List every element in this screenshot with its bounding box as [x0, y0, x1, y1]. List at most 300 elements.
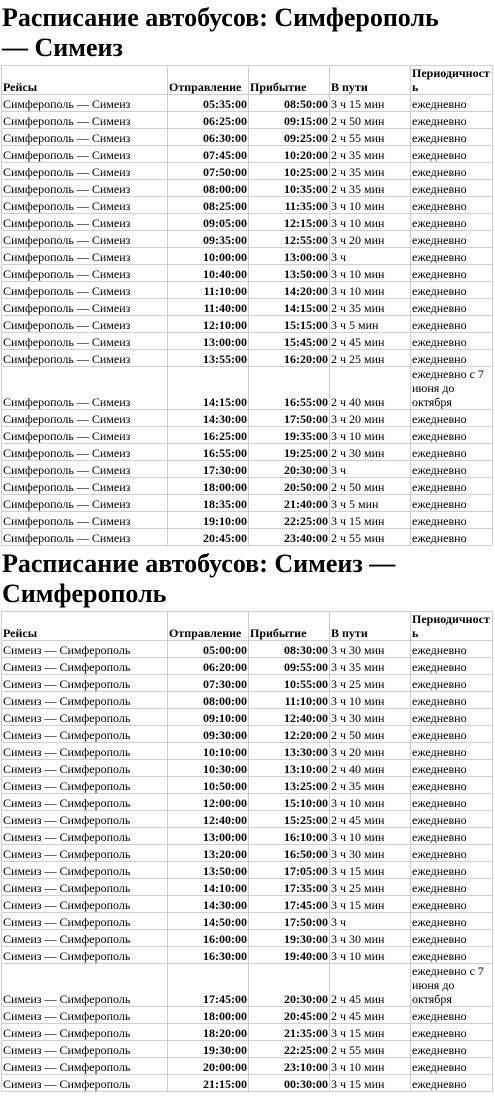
- duration-cell: 3 ч 5 мин: [330, 316, 411, 333]
- periodicity-cell: ежедневно с 7 июня до октября: [411, 367, 493, 410]
- header-periodicity: Периодичность: [411, 612, 493, 641]
- route-cell: Симферополь — Симеиз: [2, 214, 168, 231]
- table-row: [2, 282, 493, 299]
- periodicity-cell: ежедневно: [411, 896, 493, 913]
- periodicity-cell: ежедневно: [411, 427, 493, 444]
- duration-cell: 3 ч 30 мин: [330, 845, 411, 862]
- table-row: [2, 641, 493, 658]
- duration-cell: 3 ч 20 мин: [330, 231, 411, 248]
- route-cell: Симферополь — Симеиз: [2, 129, 168, 146]
- duration-cell: 2 ч 45 мин: [330, 811, 411, 828]
- arrival-cell: 17:50:00: [249, 913, 330, 930]
- table-row: [2, 214, 493, 231]
- departure-cell: 18:00:00: [168, 478, 249, 495]
- table-row: [2, 265, 493, 282]
- table-row: [2, 930, 493, 947]
- departure-cell: 18:20:00: [168, 1024, 249, 1041]
- arrival-cell: 20:45:00: [249, 1007, 330, 1024]
- route-cell: Симеиз — Симферополь: [2, 879, 168, 896]
- arrival-cell: 17:50:00: [249, 410, 330, 427]
- header-periodicity: Периодичность: [411, 66, 493, 95]
- table-row: [2, 896, 493, 913]
- periodicity-cell: ежедневно: [411, 180, 493, 197]
- departure-cell: 16:30:00: [168, 947, 249, 964]
- duration-cell: 3 ч 30 мин: [330, 641, 411, 658]
- periodicity-cell: ежедневно: [411, 862, 493, 879]
- departure-cell: 14:15:00: [168, 367, 249, 410]
- departure-cell: 19:10:00: [168, 512, 249, 529]
- arrival-cell: 15:15:00: [249, 316, 330, 333]
- duration-cell: 2 ч 50 мин: [330, 478, 411, 495]
- route-cell: Симеиз — Симферополь: [2, 641, 168, 658]
- header-duration: В пути: [330, 66, 411, 95]
- periodicity-cell: ежедневно: [411, 265, 493, 282]
- arrival-cell: 20:30:00: [249, 461, 330, 478]
- duration-cell: 2 ч 35 мин: [330, 299, 411, 316]
- table-row: [2, 1041, 493, 1058]
- section-title: Расписание автобусов: Симферополь — Симеиз: [2, 3, 439, 62]
- periodicity-cell: ежедневно: [411, 1007, 493, 1024]
- table-row: [2, 709, 493, 726]
- duration-cell: 3 ч 30 мин: [330, 709, 411, 726]
- duration-cell: 3 ч 10 мин: [330, 427, 411, 444]
- departure-cell: 10:00:00: [168, 248, 249, 265]
- periodicity-cell: ежедневно: [411, 811, 493, 828]
- header-duration: В пути: [330, 612, 411, 641]
- periodicity-cell: ежедневно: [411, 163, 493, 180]
- duration-cell: 3 ч 15 мин: [330, 1075, 411, 1092]
- departure-cell: 13:00:00: [168, 828, 249, 845]
- departure-cell: 07:30:00: [168, 675, 249, 692]
- arrival-cell: 16:20:00: [249, 350, 330, 367]
- duration-cell: 3 ч: [330, 913, 411, 930]
- table-row: [2, 658, 493, 675]
- table-row: [2, 1024, 493, 1041]
- table-row: [2, 675, 493, 692]
- route-cell: Симферополь — Симеиз: [2, 282, 168, 299]
- departure-cell: 12:10:00: [168, 316, 249, 333]
- route-cell: Симеиз — Симферополь: [2, 794, 168, 811]
- arrival-cell: 17:05:00: [249, 862, 330, 879]
- arrival-cell: 12:40:00: [249, 709, 330, 726]
- departure-cell: 14:30:00: [168, 896, 249, 913]
- periodicity-cell: ежедневно: [411, 658, 493, 675]
- table-row: [2, 1058, 493, 1075]
- section-title: Расписание автобусов: Симеиз — Симферополь: [2, 549, 396, 608]
- route-cell: Симеиз — Симферополь: [2, 1075, 168, 1092]
- duration-cell: 2 ч 45 мин: [330, 333, 411, 350]
- departure-cell: 21:15:00: [168, 1075, 249, 1092]
- departure-cell: 14:30:00: [168, 410, 249, 427]
- duration-cell: 3 ч 10 мин: [330, 947, 411, 964]
- duration-cell: 2 ч 30 мин: [330, 444, 411, 461]
- departure-cell: 13:50:00: [168, 862, 249, 879]
- periodicity-cell: ежедневно: [411, 1024, 493, 1041]
- arrival-cell: 15:10:00: [249, 794, 330, 811]
- periodicity-cell: ежедневно с 7 июня до октября: [411, 964, 493, 1007]
- departure-cell: 17:45:00: [168, 964, 249, 1007]
- duration-cell: 2 ч 55 мин: [330, 529, 411, 546]
- route-cell: Симеиз — Симферополь: [2, 947, 168, 964]
- duration-cell: 2 ч 55 мин: [330, 129, 411, 146]
- table-row: [2, 163, 493, 180]
- arrival-cell: 22:25:00: [249, 512, 330, 529]
- route-cell: Симферополь — Симеиз: [2, 427, 168, 444]
- departure-cell: 20:00:00: [168, 1058, 249, 1075]
- periodicity-cell: ежедневно: [411, 146, 493, 163]
- arrival-cell: 10:35:00: [249, 180, 330, 197]
- periodicity-cell: ежедневно: [411, 197, 493, 214]
- route-cell: Симферополь — Симеиз: [2, 112, 168, 129]
- duration-cell: 3 ч 25 мин: [330, 879, 411, 896]
- departure-cell: 10:40:00: [168, 265, 249, 282]
- arrival-cell: 13:50:00: [249, 265, 330, 282]
- periodicity-cell: ежедневно: [411, 709, 493, 726]
- periodicity-cell: ежедневно: [411, 495, 493, 512]
- table-row: [2, 299, 493, 316]
- arrival-cell: 09:55:00: [249, 658, 330, 675]
- table-row: [2, 197, 493, 214]
- table-row: [2, 231, 493, 248]
- periodicity-cell: ежедневно: [411, 845, 493, 862]
- route-cell: Симеиз — Симферополь: [2, 709, 168, 726]
- duration-cell: 2 ч 40 мин: [330, 367, 411, 410]
- route-cell: Симферополь — Симеиз: [2, 529, 168, 546]
- table-row: [2, 112, 493, 129]
- route-cell: Симферополь — Симеиз: [2, 461, 168, 478]
- arrival-cell: 17:35:00: [249, 879, 330, 896]
- header-routes: Рейсы: [2, 66, 168, 95]
- table-row: [2, 1075, 493, 1092]
- duration-cell: 3 ч 10 мин: [330, 197, 411, 214]
- route-cell: Симферополь — Симеиз: [2, 248, 168, 265]
- departure-cell: 12:00:00: [168, 794, 249, 811]
- duration-cell: 3 ч 10 мин: [330, 282, 411, 299]
- table-row: [2, 461, 493, 478]
- arrival-cell: 21:35:00: [249, 1024, 330, 1041]
- periodicity-cell: ежедневно: [411, 743, 493, 760]
- duration-cell: 2 ч 45 мин: [330, 964, 411, 1007]
- route-cell: Симеиз — Симферополь: [2, 760, 168, 777]
- table-row: [2, 1007, 493, 1024]
- duration-cell: 3 ч 25 мин: [330, 675, 411, 692]
- periodicity-cell: ежедневно: [411, 1075, 493, 1092]
- header-arrival: Прибытие: [249, 612, 330, 641]
- table-row: [2, 512, 493, 529]
- duration-cell: 3 ч: [330, 461, 411, 478]
- duration-cell: 3 ч 35 мин: [330, 658, 411, 675]
- periodicity-cell: ежедневно: [411, 1058, 493, 1075]
- table-row: [2, 743, 493, 760]
- table-row: [2, 180, 493, 197]
- departure-cell: 14:10:00: [168, 879, 249, 896]
- route-cell: Симеиз — Симферополь: [2, 1058, 168, 1075]
- route-cell: Симеиз — Симферополь: [2, 930, 168, 947]
- periodicity-cell: ежедневно: [411, 214, 493, 231]
- route-cell: Симферополь — Симеиз: [2, 367, 168, 410]
- route-cell: Симферополь — Симеиз: [2, 444, 168, 461]
- duration-cell: 3 ч 15 мин: [330, 862, 411, 879]
- departure-cell: 10:50:00: [168, 777, 249, 794]
- duration-cell: 3 ч 10 мин: [330, 692, 411, 709]
- header-routes: Рейсы: [2, 612, 168, 641]
- departure-cell: 13:55:00: [168, 350, 249, 367]
- route-cell: Симеиз — Симферополь: [2, 1024, 168, 1041]
- route-cell: Симферополь — Симеиз: [2, 512, 168, 529]
- duration-cell: 3 ч 30 мин: [330, 930, 411, 947]
- duration-cell: 2 ч 50 мин: [330, 726, 411, 743]
- table-row: [2, 794, 493, 811]
- departure-cell: 16:00:00: [168, 930, 249, 947]
- arrival-cell: 09:15:00: [249, 112, 330, 129]
- periodicity-cell: ежедневно: [411, 512, 493, 529]
- periodicity-cell: ежедневно: [411, 316, 493, 333]
- route-cell: Симеиз — Симферополь: [2, 964, 168, 1007]
- departure-cell: 13:20:00: [168, 845, 249, 862]
- arrival-cell: 13:25:00: [249, 777, 330, 794]
- duration-cell: 3 ч 20 мин: [330, 743, 411, 760]
- duration-cell: 2 ч 35 мин: [330, 163, 411, 180]
- periodicity-cell: ежедневно: [411, 760, 493, 777]
- departure-cell: 18:00:00: [168, 1007, 249, 1024]
- arrival-cell: 15:25:00: [249, 811, 330, 828]
- duration-cell: 3 ч 10 мин: [330, 214, 411, 231]
- arrival-cell: 10:25:00: [249, 163, 330, 180]
- table-header-row: [2, 612, 493, 641]
- duration-cell: 2 ч 50 мин: [330, 112, 411, 129]
- periodicity-cell: ежедневно: [411, 231, 493, 248]
- duration-cell: 3 ч 10 мин: [330, 794, 411, 811]
- route-cell: Симферополь — Симеиз: [2, 163, 168, 180]
- departure-cell: 10:10:00: [168, 743, 249, 760]
- departure-cell: 12:40:00: [168, 811, 249, 828]
- table-row: [2, 845, 493, 862]
- duration-cell: 3 ч 5 мин: [330, 495, 411, 512]
- route-cell: Симеиз — Симферополь: [2, 743, 168, 760]
- arrival-cell: 14:15:00: [249, 299, 330, 316]
- arrival-cell: 23:10:00: [249, 1058, 330, 1075]
- route-cell: Симферополь — Симеиз: [2, 180, 168, 197]
- arrival-cell: 19:40:00: [249, 947, 330, 964]
- arrival-cell: 19:35:00: [249, 427, 330, 444]
- periodicity-cell: ежедневно: [411, 299, 493, 316]
- arrival-cell: 08:30:00: [249, 641, 330, 658]
- route-cell: Симеиз — Симферополь: [2, 862, 168, 879]
- table-row: [2, 495, 493, 512]
- table-row: [2, 146, 493, 163]
- departure-cell: 10:30:00: [168, 760, 249, 777]
- departure-cell: 08:25:00: [168, 197, 249, 214]
- arrival-cell: 11:10:00: [249, 692, 330, 709]
- periodicity-cell: ежедневно: [411, 692, 493, 709]
- table-row: [2, 529, 493, 546]
- table-row: [2, 879, 493, 896]
- route-cell: Симеиз — Симферополь: [2, 658, 168, 675]
- route-cell: Симферополь — Симеиз: [2, 478, 168, 495]
- periodicity-cell: ежедневно: [411, 794, 493, 811]
- route-cell: Симеиз — Симферополь: [2, 811, 168, 828]
- route-cell: Симеиз — Симферополь: [2, 896, 168, 913]
- departure-cell: 08:00:00: [168, 180, 249, 197]
- table-row: [2, 692, 493, 709]
- route-cell: Симферополь — Симеиз: [2, 146, 168, 163]
- periodicity-cell: ежедневно: [411, 675, 493, 692]
- table-row: [2, 333, 493, 350]
- arrival-cell: 12:20:00: [249, 726, 330, 743]
- periodicity-cell: ежедневно: [411, 410, 493, 427]
- departure-cell: 18:35:00: [168, 495, 249, 512]
- arrival-cell: 13:30:00: [249, 743, 330, 760]
- table-row: [2, 316, 493, 333]
- table-row: [2, 726, 493, 743]
- arrival-cell: 16:10:00: [249, 828, 330, 845]
- duration-cell: 3 ч 15 мин: [330, 1024, 411, 1041]
- periodicity-cell: ежедневно: [411, 726, 493, 743]
- table-header-row: [2, 66, 493, 95]
- departure-cell: 11:10:00: [168, 282, 249, 299]
- route-cell: Симферополь — Симеиз: [2, 316, 168, 333]
- arrival-cell: 16:50:00: [249, 845, 330, 862]
- table-row: [2, 248, 493, 265]
- table-row: [2, 777, 493, 794]
- table-row: [2, 913, 493, 930]
- route-cell: Симферополь — Симеиз: [2, 410, 168, 427]
- table-body: [2, 641, 493, 1092]
- arrival-cell: 19:25:00: [249, 444, 330, 461]
- route-cell: Симферополь — Симеиз: [2, 231, 168, 248]
- arrival-cell: 12:15:00: [249, 214, 330, 231]
- departure-cell: 16:25:00: [168, 427, 249, 444]
- route-cell: Симферополь — Симеиз: [2, 333, 168, 350]
- header-departure: Отправление: [168, 612, 249, 641]
- duration-cell: 2 ч 35 мин: [330, 146, 411, 163]
- departure-cell: 09:30:00: [168, 726, 249, 743]
- duration-cell: 3 ч 15 мин: [330, 512, 411, 529]
- arrival-cell: 23:40:00: [249, 529, 330, 546]
- departure-cell: 17:30:00: [168, 461, 249, 478]
- periodicity-cell: ежедневно: [411, 478, 493, 495]
- arrival-cell: 15:45:00: [249, 333, 330, 350]
- header-arrival: Прибытие: [249, 66, 330, 95]
- duration-cell: 3 ч 15 мин: [330, 95, 411, 112]
- table-row: [2, 964, 493, 1007]
- header-departure: Отправление: [168, 66, 249, 95]
- periodicity-cell: ежедневно: [411, 444, 493, 461]
- arrival-cell: 13:00:00: [249, 248, 330, 265]
- departure-cell: 14:50:00: [168, 913, 249, 930]
- periodicity-cell: ежедневно: [411, 333, 493, 350]
- arrival-cell: 11:35:00: [249, 197, 330, 214]
- departure-cell: 06:25:00: [168, 112, 249, 129]
- route-cell: Симферополь — Симеиз: [2, 350, 168, 367]
- route-cell: Симеиз — Симферополь: [2, 692, 168, 709]
- periodicity-cell: ежедневно: [411, 777, 493, 794]
- departure-cell: 05:35:00: [168, 95, 249, 112]
- departure-cell: 08:00:00: [168, 692, 249, 709]
- route-cell: Симеиз — Симферополь: [2, 828, 168, 845]
- departure-cell: 09:05:00: [168, 214, 249, 231]
- route-cell: Симеиз — Симферополь: [2, 726, 168, 743]
- route-cell: Симеиз — Симферополь: [2, 777, 168, 794]
- duration-cell: 2 ч 35 мин: [330, 777, 411, 794]
- table-row: [2, 410, 493, 427]
- periodicity-cell: ежедневно: [411, 95, 493, 112]
- periodicity-cell: ежедневно: [411, 930, 493, 947]
- departure-cell: 11:40:00: [168, 299, 249, 316]
- table-row: [2, 478, 493, 495]
- route-cell: Симферополь — Симеиз: [2, 299, 168, 316]
- departure-cell: 09:10:00: [168, 709, 249, 726]
- periodicity-cell: ежедневно: [411, 461, 493, 478]
- duration-cell: 3 ч 10 мин: [330, 265, 411, 282]
- table-row: [2, 95, 493, 112]
- departure-cell: 13:00:00: [168, 333, 249, 350]
- route-cell: Симеиз — Симферополь: [2, 1007, 168, 1024]
- route-cell: Симеиз — Симферополь: [2, 675, 168, 692]
- arrival-cell: 20:50:00: [249, 478, 330, 495]
- arrival-cell: 08:50:00: [249, 95, 330, 112]
- arrival-cell: 20:30:00: [249, 964, 330, 1007]
- departure-cell: 16:55:00: [168, 444, 249, 461]
- periodicity-cell: ежедневно: [411, 350, 493, 367]
- departure-cell: 20:45:00: [168, 529, 249, 546]
- route-cell: Симферополь — Симеиз: [2, 495, 168, 512]
- periodicity-cell: ежедневно: [411, 248, 493, 265]
- table-row: [2, 862, 493, 879]
- table-row: [2, 350, 493, 367]
- departure-cell: 07:50:00: [168, 163, 249, 180]
- arrival-cell: 21:40:00: [249, 495, 330, 512]
- duration-cell: 2 ч 55 мин: [330, 1041, 411, 1058]
- periodicity-cell: ежедневно: [411, 828, 493, 845]
- duration-cell: 2 ч 25 мин: [330, 350, 411, 367]
- duration-cell: 3 ч 15 мин: [330, 896, 411, 913]
- table-row: [2, 367, 493, 410]
- table-row: [2, 947, 493, 964]
- periodicity-cell: ежедневно: [411, 112, 493, 129]
- table-row: [2, 828, 493, 845]
- arrival-cell: 10:20:00: [249, 146, 330, 163]
- departure-cell: 09:35:00: [168, 231, 249, 248]
- table-row: [2, 427, 493, 444]
- route-cell: Симеиз — Симферополь: [2, 1041, 168, 1058]
- schedule-table: [1, 611, 493, 1092]
- departure-cell: 19:30:00: [168, 1041, 249, 1058]
- periodicity-cell: ежедневно: [411, 529, 493, 546]
- arrival-cell: 00:30:00: [249, 1075, 330, 1092]
- arrival-cell: 12:55:00: [249, 231, 330, 248]
- table-body: [2, 95, 493, 546]
- table-row: [2, 444, 493, 461]
- schedule-table: [1, 65, 493, 546]
- route-cell: Симферополь — Симеиз: [2, 197, 168, 214]
- table-row: [2, 129, 493, 146]
- duration-cell: 3 ч: [330, 248, 411, 265]
- route-cell: Симеиз — Симферополь: [2, 845, 168, 862]
- table-row: [2, 811, 493, 828]
- departure-cell: 05:00:00: [168, 641, 249, 658]
- duration-cell: 3 ч 20 мин: [330, 410, 411, 427]
- arrival-cell: 17:45:00: [249, 896, 330, 913]
- duration-cell: 3 ч 10 мин: [330, 1058, 411, 1075]
- periodicity-cell: ежедневно: [411, 879, 493, 896]
- arrival-cell: 19:30:00: [249, 930, 330, 947]
- duration-cell: 3 ч 10 мин: [330, 828, 411, 845]
- table-row: [2, 760, 493, 777]
- periodicity-cell: ежедневно: [411, 913, 493, 930]
- route-cell: Симферополь — Симеиз: [2, 95, 168, 112]
- periodicity-cell: ежедневно: [411, 1041, 493, 1058]
